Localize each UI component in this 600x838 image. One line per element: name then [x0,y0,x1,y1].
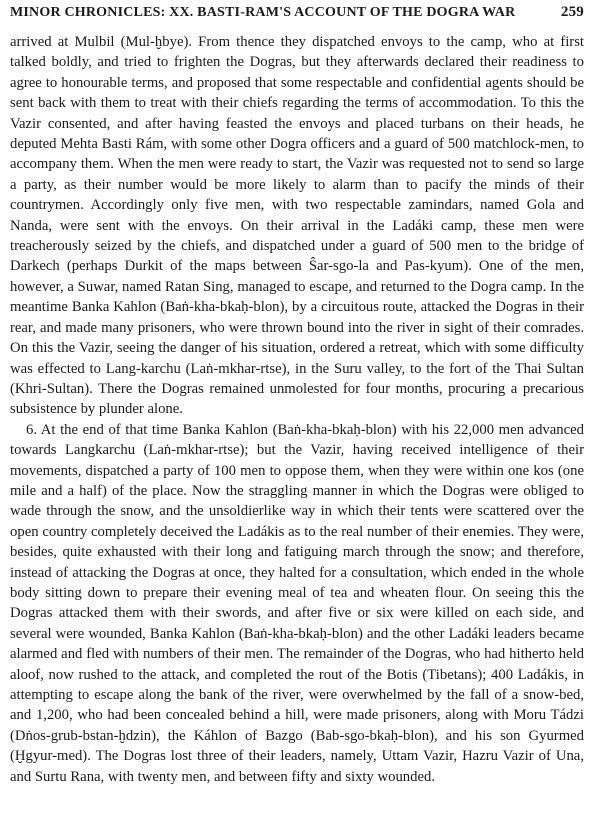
paragraph-continued: arrived at Mulbil (Mul-ḫbye). From thence they dispatched envoys to the camp, who at first talked boldly, and tried to frighten the Dogras, but they afterwards declared their readiness to agree to honourable terms, and proposed that some respectable and confidential agents should be sent back with them to treat with their chiefs regarding the terms of accommodation. To this the Vazir consented, and after having feasted the envoys and placed turbans on their heads, he deputed Mehta Basti Rám, with some other Dogra officers and a guard of 500 matchlock-men, to accompany them. When the men were ready to start, the Vazir was requested not to send so large a party, as their number would be more likely to alarm than to pacify the minds of their countrymen. Accordingly only five men, with two respectable zamindars, named Gola and Nanda, were sent with the envoys. On their arrival in the Ladáki camp, these men were treacherously seized by the chiefs, and dispatched under a guard of 500 men to the bridge of Darkech (perhaps Durkit of the maps between Ŝar-sgo-la and Pas-kyum). One of the men, however, a Suwar, named Ratan Sing, managed to escape, and returned to the Dogra camp. In the meantime Banka Kahlon (Baṅ-kha-bkaḥ-blon), by a circuitous route, attacked the Dogras in their rear, and made many prisoners, who were thrown bound into the river in sight of their comrades. On this the Vazir, seeing the danger of his situation, ordered a retreat, which with some difficulty was effected to Lang-karchu (Laṅ-mkhar-rtse), in the Suru valley, to the fort of the Thai Sultan (Khri-Sultan). There the Dogras remained unmolested for four months, procuring a precarious subsistence by plunder alone. [10,34,584,418]
page-number: 259 [560,4,584,20]
paragraph-section-6: 6. At the end of that time Banka Kahlon (Baṅ-kha-bkaḥ-blon) with his 22,000 men advanced towards Langkarchu (Laṅ-mkhar-rtse); but the Vazir, having received intelligence of their movements, dispatched a party of 100 men to oppose them, when they were within one kos (one mile and a half) of the place. Now the straggling manner in which the Dogras were obliged to wade through the snow, and the unsoldierlike way in which their tents were scattered over the open country completely deceived the Ladákis as to the real number of their enemies. They were, besides, quite exhausted with their long and fatiguing march through the snow; and therefore, instead of attacking the Dogras at once, they halted for a consultation, which ended in the whole body sitting down to prepare their evening meal of tea and wheaten flour. On seeing this the Dogras attacked them with their swords, and after five or six were killed on each side, and several were wounded, Banka Kahlon (Baṅ-kha-bkaḥ-blon) and the other Ladáki leaders became alarmed and fled with numbers of their men. The remainder of the Dogras, who had hitherto held aloof, now rushed to the attack, and completed the rout of the Botis (Tibetans); 400 Ladákis, in attempting to escape along the bank of the river, were overwhelmed by the fall of a snow-bed, and 1,200, who had been concealed behind a hill, were made prisoners, along with Moru Tádzi (Dṅos-grub-bstan-ḫdzin), the Káhlon of Bazgo (Bab-sgo-bkaḥ-blon), and his son Gyurmed (Ḫgyur-med). The Dogras lost three of their leaders, namely, Uttam Vazir, Hazru Vazir of Una, and Surtu Rana, with twenty men, and between fifty and sixty wounded. [10,421,584,785]
running-header [10,4,584,30]
running-title: MINOR CHRONICLES: XX. BASTI-RAM'S ACCOUNT OF THE DOGRA WAR [10,5,516,20]
body-text [10,32,584,787]
